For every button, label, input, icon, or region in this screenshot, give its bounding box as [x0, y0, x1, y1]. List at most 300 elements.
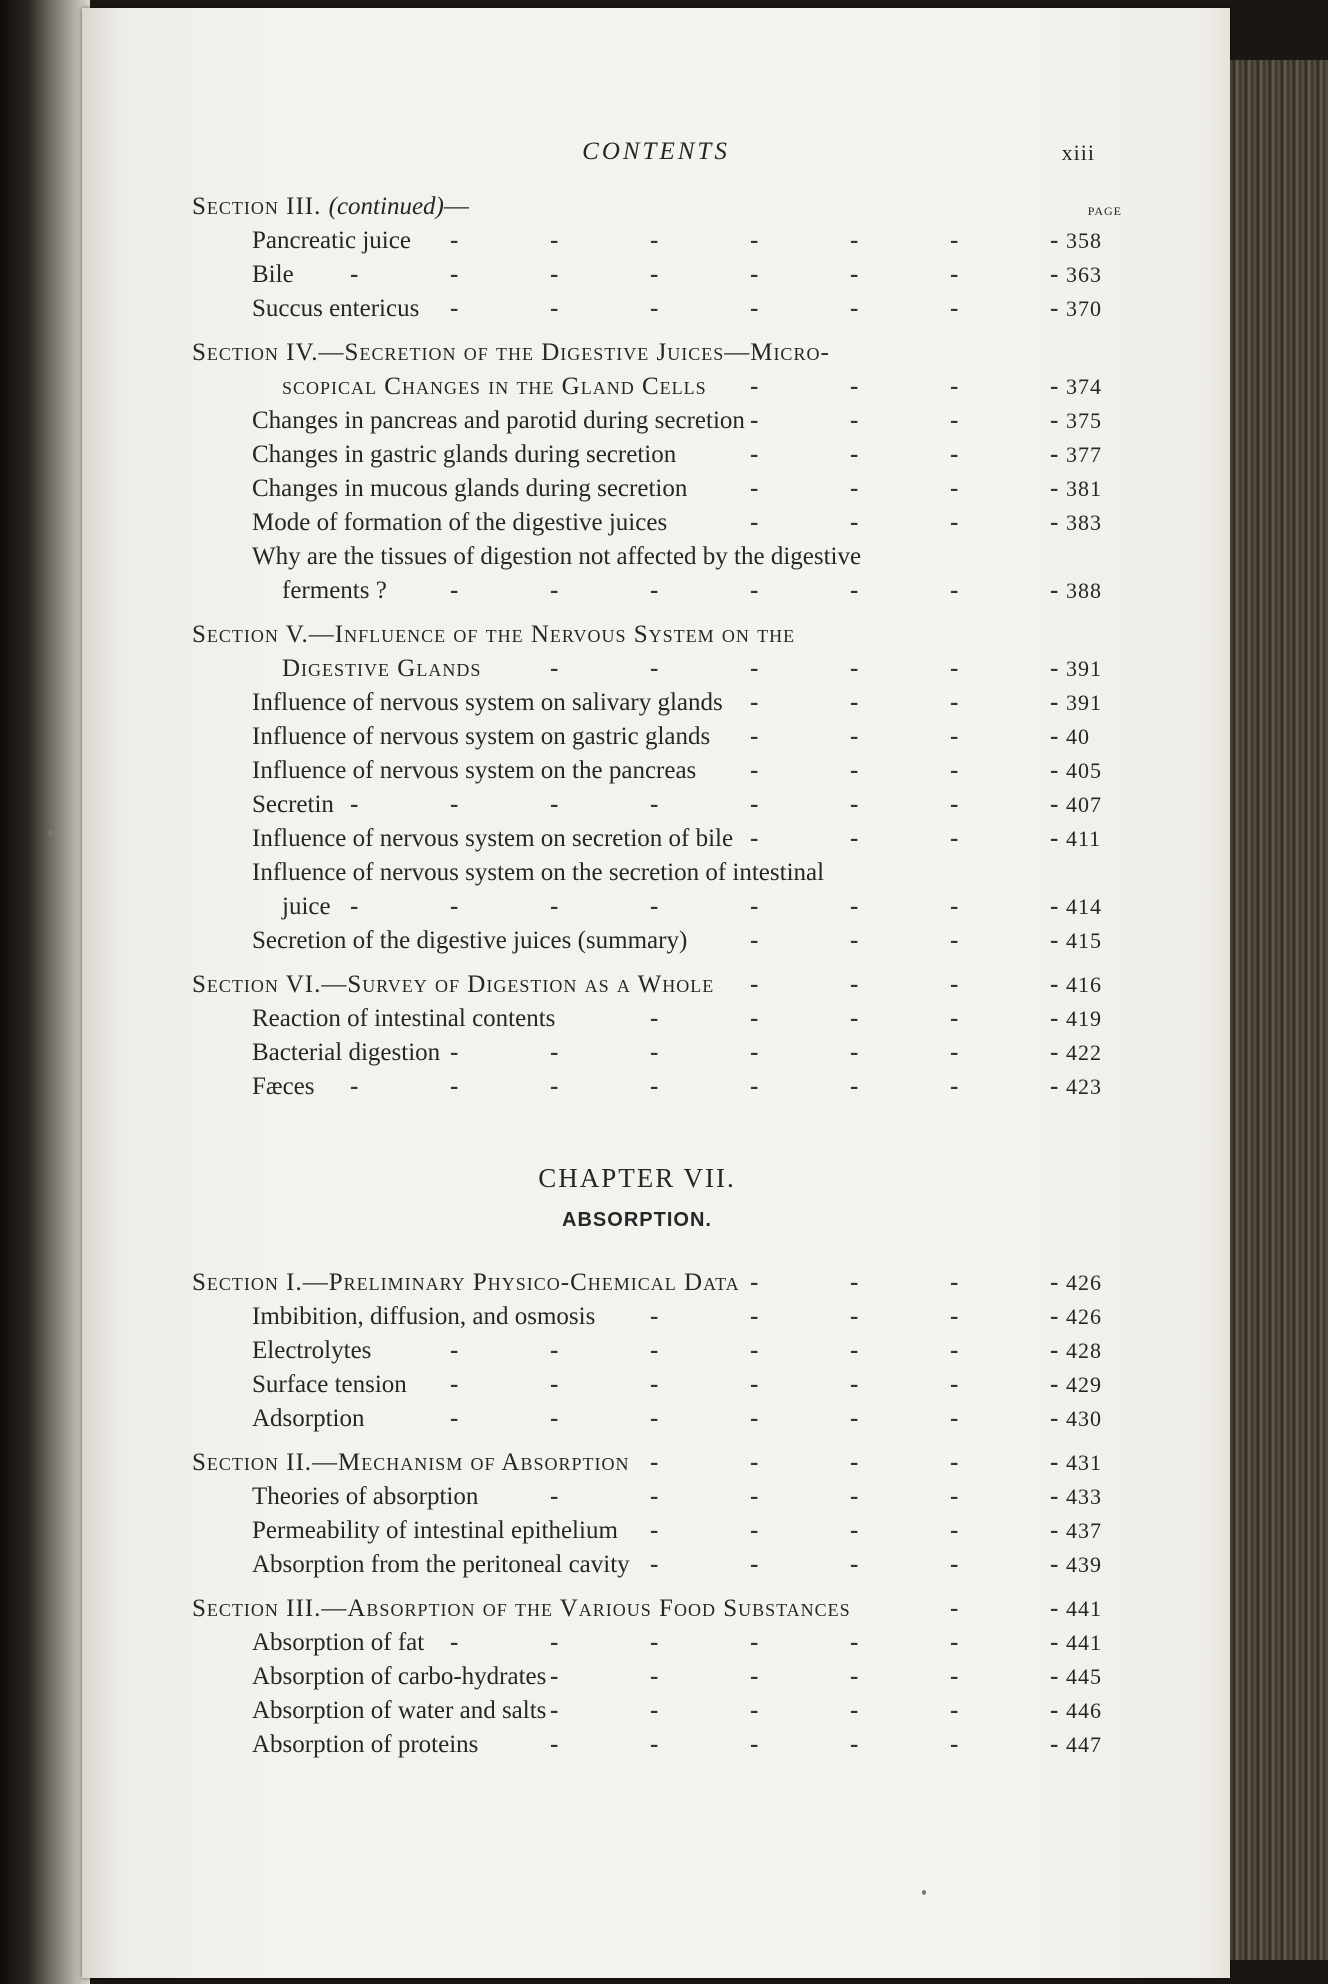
leader-dash: -	[850, 723, 859, 750]
toc-entry-label: Changes in gastric glands during secretion	[252, 441, 677, 468]
leader-dash: -	[950, 1449, 959, 1476]
leader-dash: -	[750, 723, 759, 750]
leader-dash: -	[1050, 1449, 1059, 1476]
leader-dash: -	[650, 1405, 659, 1432]
toc-entry-label: Section II.—Mechanism of Absorption	[192, 1449, 630, 1476]
toc-entry-label: Section V.—Influence of the Nervous System on the	[192, 621, 796, 648]
toc-entry-label: juice	[282, 893, 331, 920]
leader-dash: -	[550, 1371, 559, 1398]
leader-dash: -	[550, 1039, 559, 1066]
leader-dash: -	[550, 1405, 559, 1432]
page-folio: xiii	[1061, 140, 1095, 165]
leader-dash: -	[450, 261, 459, 288]
leader-dash: -	[950, 261, 959, 288]
leader-dash: -	[650, 791, 659, 818]
leader-dash: -	[950, 1629, 959, 1656]
toc-page-number: 441	[1066, 1630, 1102, 1655]
toc-entry-label: Fæces	[252, 1073, 315, 1100]
toc-entry-label: Absorption of proteins	[252, 1731, 479, 1758]
book-page-edges	[1225, 60, 1328, 1960]
leader-dash: -	[850, 791, 859, 818]
leader-dash: -	[850, 1449, 859, 1476]
leader-dash: -	[650, 1303, 659, 1330]
leader-dash: -	[1050, 1303, 1059, 1330]
leader-dash: -	[750, 1005, 759, 1032]
toc-entry-label: Bacterial digestion	[252, 1039, 441, 1066]
toc-entry-label-tail: —	[443, 193, 470, 220]
leader-dash: -	[750, 927, 759, 954]
leader-dash: -	[850, 1697, 859, 1724]
toc-entry-label-main: Section III.	[192, 193, 329, 220]
running-head	[82, 138, 1230, 178]
leader-dash: -	[1050, 1731, 1059, 1758]
leader-dash: -	[750, 1303, 759, 1330]
leader-dash: -	[950, 577, 959, 604]
leader-dash: -	[450, 1039, 459, 1066]
leader-dash: -	[1050, 893, 1059, 920]
leader-dash: -	[950, 1269, 959, 1296]
leader-dash: -	[950, 1005, 959, 1032]
toc-entry-row	[192, 506, 1122, 540]
leader-dash: -	[950, 1371, 959, 1398]
toc-entry-label: Influence of nervous system on gastric glands	[252, 723, 711, 750]
leader-dash: -	[850, 1371, 859, 1398]
leader-dash: -	[650, 295, 659, 322]
leader-dash: -	[850, 373, 859, 400]
toc-entry-row	[192, 1626, 1122, 1660]
toc-entry-label: Influence of nervous system on secretion of bile	[252, 825, 734, 852]
toc-entry-label: Influence of nervous system on the secretion of intestinal	[252, 859, 825, 886]
leader-dash: -	[1050, 723, 1059, 750]
leader-dash: -	[850, 1405, 859, 1432]
leader-dash: -	[350, 1073, 359, 1100]
leader-dash: -	[850, 927, 859, 954]
chapter-heading: CHAPTER VII.	[538, 1163, 736, 1193]
chapter-subject: ABSORPTION.	[562, 1209, 712, 1231]
leader-dash: -	[650, 1483, 659, 1510]
leader-dash: -	[850, 971, 859, 998]
leader-dash: -	[750, 893, 759, 920]
toc-entry-row	[192, 1402, 1122, 1436]
leader-dash: -	[750, 1073, 759, 1100]
leader-dash: -	[950, 1483, 959, 1510]
leader-dash: -	[650, 1517, 659, 1544]
toc-page-number: 416	[1066, 972, 1102, 997]
toc-entry-row	[192, 1368, 1122, 1402]
leader-dash: -	[550, 1073, 559, 1100]
leader-dash: -	[950, 825, 959, 852]
toc-entry-label: Changes in mucous glands during secretion	[252, 475, 688, 502]
leader-dash: -	[850, 757, 859, 784]
leader-dash: -	[550, 1697, 559, 1724]
leader-dash: -	[450, 1371, 459, 1398]
leader-dash: -	[650, 893, 659, 920]
leader-dash: -	[1050, 825, 1059, 852]
leader-dash: -	[750, 1551, 759, 1578]
page-column-label: PAGE	[1087, 204, 1122, 218]
toc-page-number: 407	[1066, 792, 1102, 817]
leader-dash: -	[950, 227, 959, 254]
toc-entry-row	[192, 472, 1122, 506]
leader-dash: -	[950, 971, 959, 998]
leader-dash: -	[1050, 227, 1059, 254]
leader-dash: -	[1050, 441, 1059, 468]
page-speck	[922, 1890, 926, 1895]
leader-dash: -	[950, 1039, 959, 1066]
leader-dash: -	[1050, 655, 1059, 682]
toc-entry-row	[192, 890, 1122, 924]
toc-entry-row	[192, 574, 1122, 608]
leader-dash: -	[950, 927, 959, 954]
leader-dash: -	[750, 971, 759, 998]
leader-dash: -	[850, 441, 859, 468]
leader-dash: -	[750, 1337, 759, 1364]
leader-dash: -	[950, 893, 959, 920]
leader-dash: -	[550, 261, 559, 288]
toc-entry-row	[192, 292, 1122, 326]
toc-entry-row	[192, 404, 1122, 438]
toc-page-number: 414	[1066, 894, 1102, 919]
toc-entry-row	[192, 540, 1122, 574]
leader-dash: -	[1050, 689, 1059, 716]
toc-page-number: 446	[1066, 1698, 1102, 1723]
leader-dash: -	[1050, 1517, 1059, 1544]
leader-dash: -	[450, 1405, 459, 1432]
leader-dash: -	[350, 893, 359, 920]
toc-page-number: 40	[1066, 724, 1090, 749]
leader-dash: -	[1050, 1039, 1059, 1066]
toc-part-absorption	[192, 1266, 1122, 1762]
leader-dash: -	[950, 1697, 959, 1724]
leader-dash: -	[1050, 757, 1059, 784]
toc-entry-label: Absorption of carbo-hydrates	[252, 1663, 547, 1690]
page-speck	[48, 830, 54, 836]
leader-dash: -	[750, 825, 759, 852]
toc-entry-row	[192, 1728, 1122, 1762]
leader-dash: -	[750, 1697, 759, 1724]
toc-page-number: 415	[1066, 928, 1102, 953]
leader-dash: -	[650, 227, 659, 254]
toc-page-number: 423	[1066, 1074, 1102, 1099]
toc-entry-row	[192, 1334, 1122, 1368]
leader-dash: -	[750, 655, 759, 682]
toc-entry-row	[192, 258, 1122, 292]
leader-dash: -	[1050, 373, 1059, 400]
leader-dash: -	[1050, 407, 1059, 434]
toc-page-number: 370	[1066, 296, 1102, 321]
leader-dash: -	[950, 1303, 959, 1330]
toc-section-row	[192, 968, 1122, 1002]
leader-dash: -	[450, 1073, 459, 1100]
leader-dash: -	[950, 1337, 959, 1364]
leader-dash: -	[1050, 927, 1059, 954]
leader-dash: -	[1050, 475, 1059, 502]
leader-dash: -	[1050, 1005, 1059, 1032]
toc-entry-row	[192, 370, 1122, 404]
toc-entry-row	[192, 686, 1122, 720]
toc-entry-label: Absorption of water and salts	[252, 1697, 547, 1724]
toc-section-row	[192, 1266, 1122, 1300]
leader-dash: -	[1050, 791, 1059, 818]
leader-dash: -	[850, 1073, 859, 1100]
leader-dash: -	[850, 1269, 859, 1296]
leader-dash: -	[750, 441, 759, 468]
leader-dash: -	[750, 689, 759, 716]
leader-dash: -	[650, 1663, 659, 1690]
leader-dash: -	[1050, 295, 1059, 322]
toc-entry-label: Influence of nervous system on salivary glands	[252, 689, 723, 716]
toc-page-number: 374	[1066, 374, 1102, 399]
toc-entry-label: Secretin	[252, 791, 334, 818]
toc-page-number: 441	[1066, 1596, 1102, 1621]
leader-dash: -	[950, 1405, 959, 1432]
toc-page-number: 430	[1066, 1406, 1102, 1431]
leader-dash: -	[950, 441, 959, 468]
leader-dash: -	[450, 577, 459, 604]
leader-dash: -	[750, 1517, 759, 1544]
leader-dash: -	[850, 261, 859, 288]
toc-entry-label: Section III.—Absorption of the Various Food Substances	[192, 1595, 851, 1622]
leader-dash: -	[550, 1731, 559, 1758]
toc-page-number: 426	[1066, 1270, 1102, 1295]
toc-entry-row	[192, 720, 1122, 754]
leader-dash: -	[650, 1005, 659, 1032]
toc-entry-label: Electrolytes	[252, 1337, 372, 1364]
toc-page-number: 363	[1066, 262, 1102, 287]
toc-page-number: 429	[1066, 1372, 1102, 1397]
leader-dash: -	[450, 295, 459, 322]
toc-entry-label: Surface tension	[252, 1371, 407, 1398]
toc-entry-row	[192, 1548, 1122, 1582]
toc-entry-row	[192, 924, 1122, 958]
leader-dash: -	[850, 1551, 859, 1578]
toc-entry-row	[192, 1480, 1122, 1514]
leader-dash: -	[950, 655, 959, 682]
leader-dash: -	[350, 791, 359, 818]
toc-entry-label: Secretion of the digestive juices (summary)	[252, 927, 688, 954]
toc-page-number: 383	[1066, 510, 1102, 535]
leader-dash: -	[1050, 1629, 1059, 1656]
leader-dash: -	[650, 577, 659, 604]
leader-dash: -	[1050, 1551, 1059, 1578]
toc-entry-label: Changes in pancreas and parotid during secretion	[252, 407, 745, 434]
leader-dash: -	[950, 757, 959, 784]
leader-dash: -	[1050, 1269, 1059, 1296]
toc-page-number: 428	[1066, 1338, 1102, 1363]
leader-dash: -	[750, 227, 759, 254]
leader-dash: -	[750, 1371, 759, 1398]
toc-page-number: 447	[1066, 1732, 1102, 1757]
leader-dash: -	[650, 1449, 659, 1476]
leader-dash: -	[350, 261, 359, 288]
leader-dash: -	[850, 577, 859, 604]
toc-entry-label: Adsorption	[252, 1405, 365, 1432]
leader-dash: -	[750, 407, 759, 434]
leader-dash: -	[750, 1039, 759, 1066]
leader-dash: -	[850, 407, 859, 434]
toc-page-number: 426	[1066, 1304, 1102, 1329]
leader-dash: -	[950, 1517, 959, 1544]
toc-page-number: 391	[1066, 656, 1102, 681]
leader-dash: -	[750, 1483, 759, 1510]
leader-dash: -	[850, 1005, 859, 1032]
leader-dash: -	[550, 655, 559, 682]
leader-dash: -	[950, 407, 959, 434]
leader-dash: -	[850, 1517, 859, 1544]
toc-entry-label: Section I.—Preliminary Physico-Chemical Data	[192, 1269, 740, 1296]
toc-entry-label: Imbibition, diffusion, and osmosis	[252, 1303, 596, 1330]
leader-dash: -	[450, 1629, 459, 1656]
table-of-contents	[192, 190, 1122, 1762]
leader-dash: -	[850, 1629, 859, 1656]
leader-dash: -	[550, 577, 559, 604]
leader-dash: -	[1050, 577, 1059, 604]
leader-dash: -	[950, 723, 959, 750]
leader-dash: -	[750, 577, 759, 604]
toc-entry-row	[192, 1070, 1122, 1104]
leader-dash: -	[850, 1039, 859, 1066]
leader-dash: -	[950, 1073, 959, 1100]
leader-dash: -	[950, 689, 959, 716]
toc-entry-label: Bile	[252, 261, 294, 288]
leader-dash: -	[850, 689, 859, 716]
toc-part-digestion	[192, 190, 1122, 1104]
toc-page-number: 411	[1066, 826, 1102, 851]
leader-dash: -	[550, 791, 559, 818]
leader-dash: -	[950, 509, 959, 536]
leader-dash: -	[550, 295, 559, 322]
toc-section-row	[192, 1446, 1122, 1480]
leader-dash: -	[1050, 1663, 1059, 1690]
leader-dash: -	[750, 791, 759, 818]
toc-entry-label: Absorption from the peritoneal cavity	[252, 1551, 630, 1578]
toc-entry-label: Pancreatic juice	[252, 227, 411, 254]
toc-entry-label: Section IV.—Secretion of the Digestive Juices—Micro-	[192, 339, 830, 366]
toc-entry-label: Absorption of fat	[252, 1629, 425, 1656]
toc-entry-label: Reaction of intestinal contents	[252, 1005, 556, 1032]
running-head-title: CONTENTS	[582, 138, 730, 165]
toc-page-number: 445	[1066, 1664, 1102, 1689]
toc-page-number: 358	[1066, 228, 1102, 253]
toc-entry-row	[192, 224, 1122, 258]
leader-dash: -	[950, 373, 959, 400]
toc-entry-row	[192, 1002, 1122, 1036]
toc-page-number: 391	[1066, 690, 1102, 715]
toc-section-row	[192, 1592, 1122, 1626]
leader-dash: -	[450, 893, 459, 920]
toc-entry-label	[192, 190, 470, 224]
leader-dash: -	[750, 1629, 759, 1656]
toc-entry-row	[192, 1036, 1122, 1070]
leader-dash: -	[750, 261, 759, 288]
leader-dash: -	[1050, 1337, 1059, 1364]
leader-dash: -	[550, 1483, 559, 1510]
leader-dash: -	[450, 1337, 459, 1364]
leader-dash: -	[650, 1551, 659, 1578]
leader-dash: -	[1050, 509, 1059, 536]
leader-dash: -	[750, 1269, 759, 1296]
leader-dash: -	[650, 655, 659, 682]
leader-dash: -	[850, 825, 859, 852]
toc-page-number: 419	[1066, 1006, 1102, 1031]
book-gutter-shadow	[0, 0, 90, 1984]
leader-dash: -	[1050, 1697, 1059, 1724]
leader-dash: -	[650, 1371, 659, 1398]
leader-dash: -	[650, 1629, 659, 1656]
toc-entry-label: Mode of formation of the digestive juices	[252, 509, 668, 536]
leader-dash: -	[950, 1731, 959, 1758]
leader-dash: -	[1050, 971, 1059, 998]
leader-dash: -	[650, 1073, 659, 1100]
toc-entry-row	[192, 1300, 1122, 1334]
leader-dash: -	[450, 791, 459, 818]
toc-entry-label: ferments ?	[282, 577, 387, 604]
leader-dash: -	[850, 227, 859, 254]
leader-dash: -	[550, 1629, 559, 1656]
toc-page-number: 388	[1066, 578, 1102, 603]
toc-entry-label: Influence of nervous system on the pancreas	[252, 757, 697, 784]
leader-dash: -	[750, 295, 759, 322]
leader-dash: -	[850, 1483, 859, 1510]
leader-dash: -	[950, 475, 959, 502]
leader-dash: -	[1050, 1405, 1059, 1432]
leader-dash: -	[750, 1405, 759, 1432]
leader-dash: -	[950, 1595, 959, 1622]
leader-dash: -	[650, 1731, 659, 1758]
leader-dash: -	[650, 1039, 659, 1066]
leader-dash: -	[750, 373, 759, 400]
leader-dash: -	[650, 261, 659, 288]
toc-entry-row	[192, 652, 1122, 686]
leader-dash: -	[950, 791, 959, 818]
toc-page-number: 439	[1066, 1552, 1102, 1577]
toc-entry-row	[192, 1694, 1122, 1728]
toc-entry-row	[192, 1660, 1122, 1694]
leader-dash: -	[850, 1731, 859, 1758]
leader-dash: -	[450, 227, 459, 254]
toc-entry-label: Succus entericus	[252, 295, 420, 322]
leader-dash: -	[550, 1337, 559, 1364]
toc-entry-row	[192, 438, 1122, 472]
leader-dash: -	[850, 509, 859, 536]
toc-entry-row	[192, 788, 1122, 822]
toc-page-number: 377	[1066, 442, 1102, 467]
leader-dash: -	[850, 1663, 859, 1690]
leader-dash: -	[1050, 1371, 1059, 1398]
leader-dash: -	[850, 475, 859, 502]
leader-dash: -	[1050, 261, 1059, 288]
toc-entry-label: Permeability of intestinal epithelium	[252, 1517, 618, 1544]
toc-entry-label: Why are the tissues of digestion not affected by the digestive	[252, 543, 862, 570]
leader-dash: -	[950, 1551, 959, 1578]
toc-entry-row	[192, 1514, 1122, 1548]
leader-dash: -	[750, 475, 759, 502]
leader-dash: -	[650, 1337, 659, 1364]
toc-entry-label: Theories of absorption	[252, 1483, 479, 1510]
leader-dash: -	[750, 1731, 759, 1758]
leader-dash: -	[850, 655, 859, 682]
leader-dash: -	[550, 227, 559, 254]
leader-dash: -	[1050, 1483, 1059, 1510]
toc-entry-row	[192, 856, 1122, 890]
leader-dash: -	[950, 1663, 959, 1690]
leader-dash: -	[850, 893, 859, 920]
toc-entry-label: Digestive Glands	[282, 655, 482, 682]
book-page	[82, 8, 1230, 1978]
toc-page-number: 422	[1066, 1040, 1102, 1065]
toc-section-row	[192, 336, 1122, 370]
leader-dash: -	[750, 757, 759, 784]
